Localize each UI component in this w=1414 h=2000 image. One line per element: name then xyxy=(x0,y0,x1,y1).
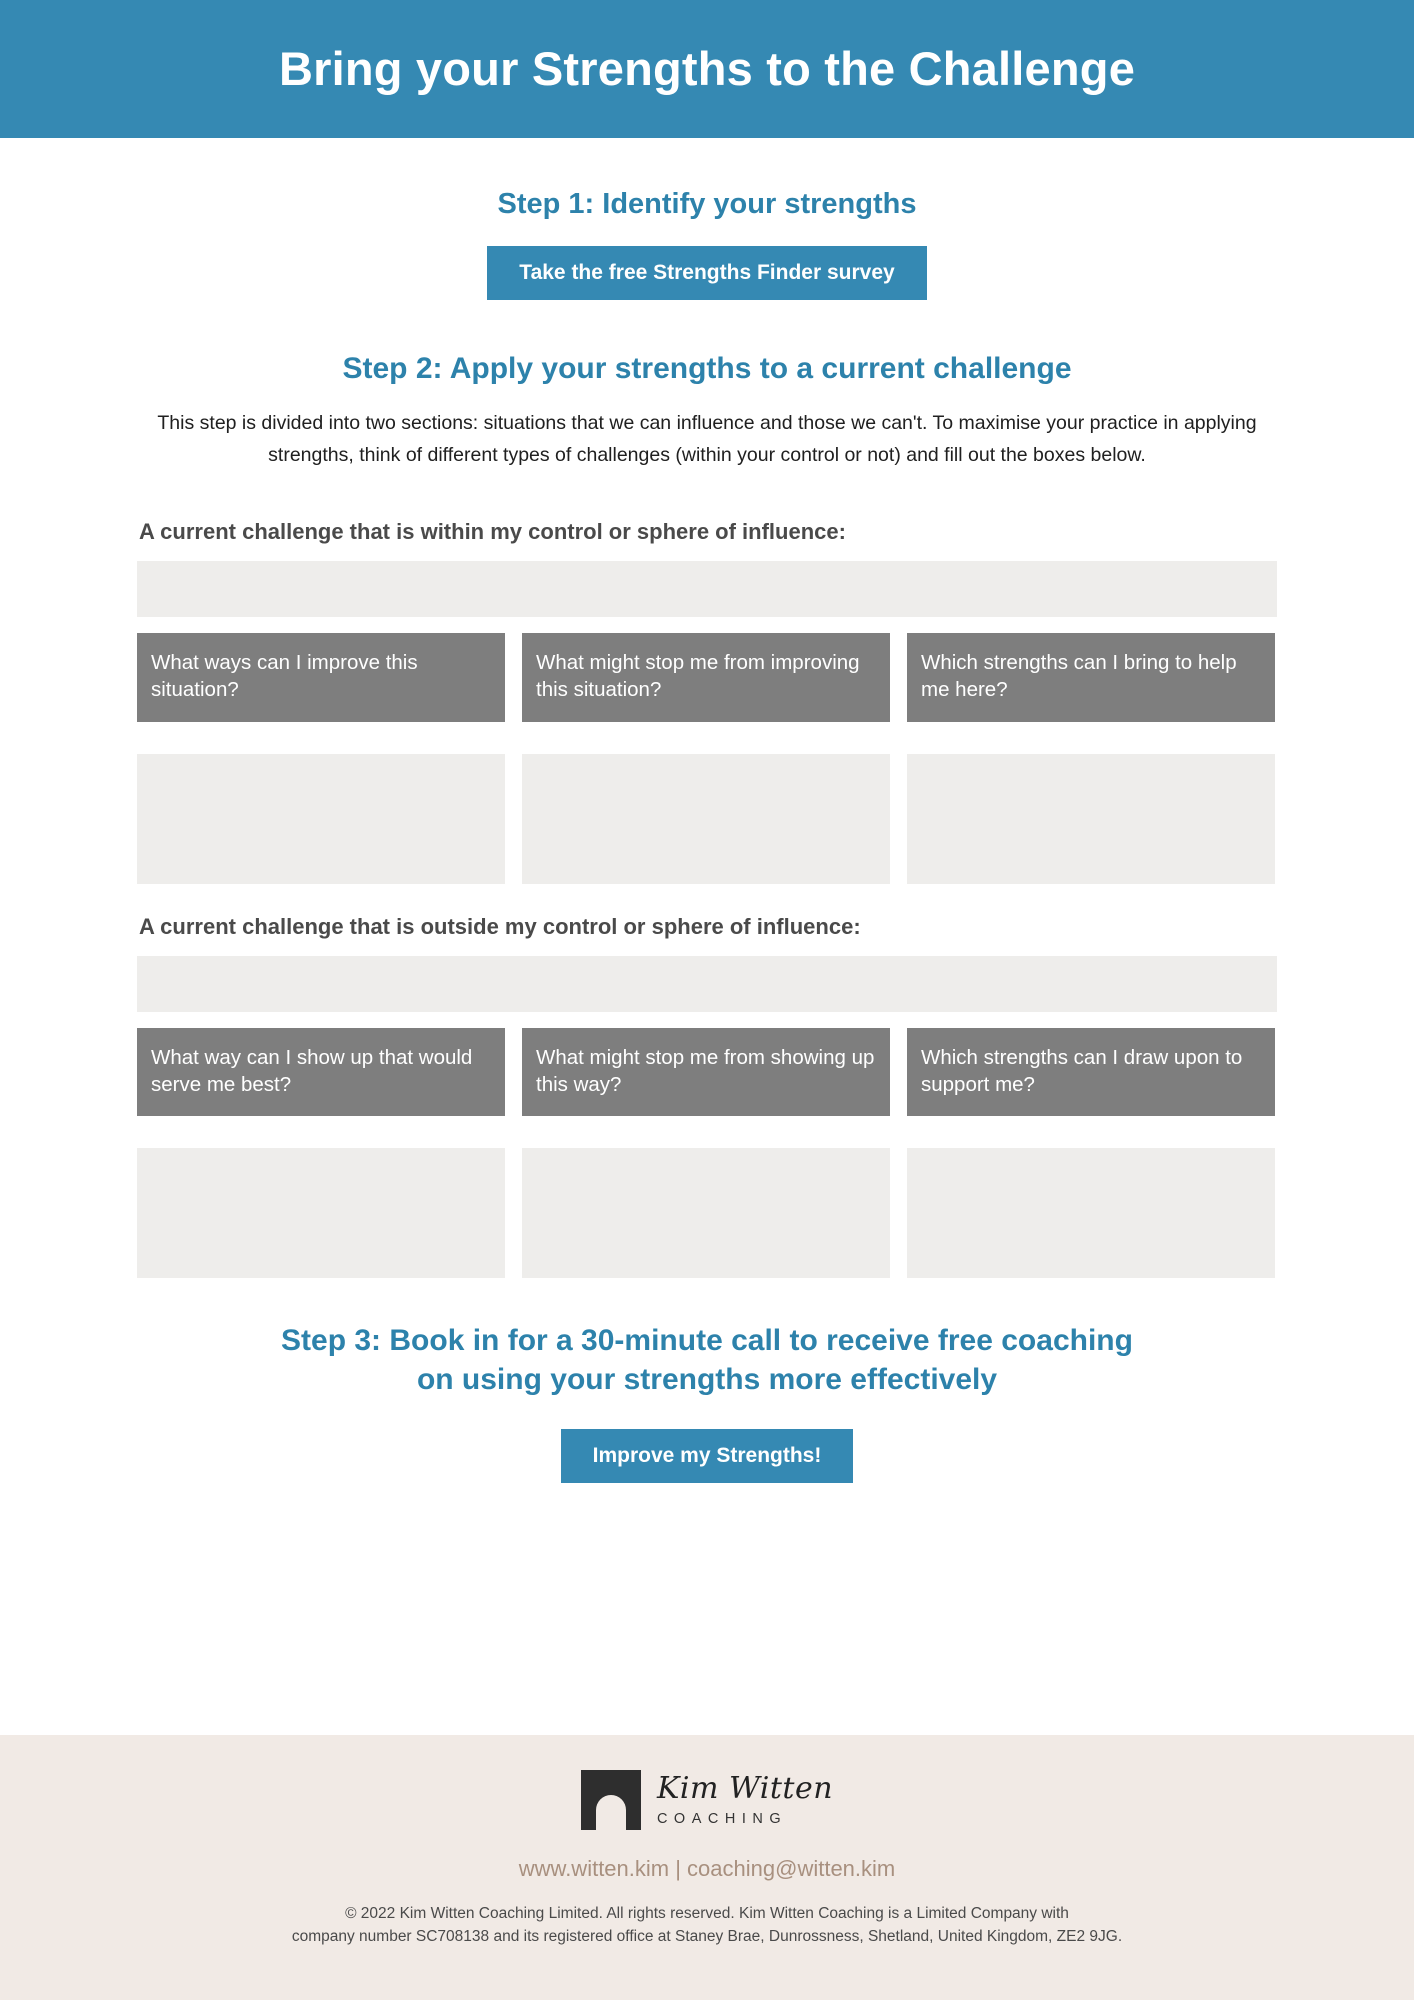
challenge-section-within-control xyxy=(137,519,1277,884)
improve-my-strengths-button[interactable]: Improve my Strengths! xyxy=(561,1429,854,1483)
brand-logo xyxy=(0,1735,1414,1830)
copyright-line1: © 2022 Kim Witten Coaching Limited. All rights reserved. Kim Witten Coaching is a Limited Company with xyxy=(345,1905,1069,1922)
logo-name: Kim Witten xyxy=(656,1770,834,1806)
question-prompt: What might stop me from improving this situation? xyxy=(522,633,890,722)
answer-input[interactable] xyxy=(522,1148,890,1278)
logo-wordmark xyxy=(656,1770,834,1827)
logo-subtitle: COACHING xyxy=(656,1810,788,1827)
challenge-input[interactable] xyxy=(137,561,1277,617)
question-column xyxy=(907,1028,1275,1117)
answer-input[interactable] xyxy=(137,754,505,884)
page-footer-band xyxy=(0,1735,1414,2000)
question-header-row xyxy=(137,1028,1277,1117)
answer-column xyxy=(137,1132,505,1278)
question-column xyxy=(907,633,1275,722)
answer-column xyxy=(522,1132,890,1278)
answer-column xyxy=(522,738,890,884)
section-label: A current challenge that is within my control or sphere of influence: xyxy=(139,519,846,545)
take-survey-button[interactable]: Take the free Strengths Finder survey xyxy=(487,246,926,300)
section-label: A current challenge that is outside my control or sphere of influence: xyxy=(139,913,861,939)
step2-description: This step is divided into two sections: situations that we can influence and those we can't. To maximise your practice in applying strengths, think of different types of challenges (within your control or not) and fill out the boxes below. xyxy=(157,412,1257,466)
copyright-line2: company number SC708138 and its registered office at Staney Brae, Dunrossness, Shetland, United Kingdom, ZE2 9JG. xyxy=(291,1928,1123,1946)
challenge-input[interactable] xyxy=(137,956,1277,1012)
question-column xyxy=(137,1028,505,1117)
keyhole-square-logo-icon xyxy=(581,1770,641,1830)
answer-column xyxy=(137,738,505,884)
step3-heading xyxy=(127,1322,1287,1399)
question-column xyxy=(522,1028,890,1117)
page-title: Bring your Strengths to the Challenge xyxy=(278,42,1136,96)
answer-row xyxy=(137,738,1277,884)
question-prompt: Which strengths can I draw upon to support me? xyxy=(907,1028,1275,1117)
question-header-row xyxy=(137,633,1277,722)
step1-heading: Step 1: Identify your strengths xyxy=(497,188,917,220)
answer-column xyxy=(907,1132,1275,1278)
question-prompt: Which strengths can I bring to help me here? xyxy=(907,633,1275,722)
question-column xyxy=(522,633,890,722)
contact-line[interactable]: www.witten.kim | coaching@witten.kim xyxy=(518,1856,896,1881)
copyright-text xyxy=(127,1902,1287,1949)
question-column xyxy=(137,633,505,722)
question-prompt: What way can I show up that would serve me best? xyxy=(137,1028,505,1117)
answer-input[interactable] xyxy=(907,754,1275,884)
step3-button-row xyxy=(0,1429,1414,1483)
answer-input[interactable] xyxy=(137,1148,505,1278)
answer-column xyxy=(907,738,1275,884)
step3-heading-line1: Step 3: Book in for a 30-minute call to receive free coaching xyxy=(281,1324,1133,1358)
step2-heading: Step 2: Apply your strengths to a current challenge xyxy=(342,352,1072,385)
page-content xyxy=(0,138,1414,1483)
page-header-band xyxy=(0,0,1414,138)
question-prompt: What ways can I improve this situation? xyxy=(137,633,505,722)
step1-button-row xyxy=(0,246,1414,300)
step3-heading-line2: on using your strengths more effectively xyxy=(416,1362,998,1396)
question-prompt: What might stop me from showing up this way? xyxy=(522,1028,890,1117)
answer-input[interactable] xyxy=(907,1148,1275,1278)
answer-input[interactable] xyxy=(522,754,890,884)
answer-row xyxy=(137,1132,1277,1278)
challenge-section-outside-control xyxy=(137,914,1277,1279)
